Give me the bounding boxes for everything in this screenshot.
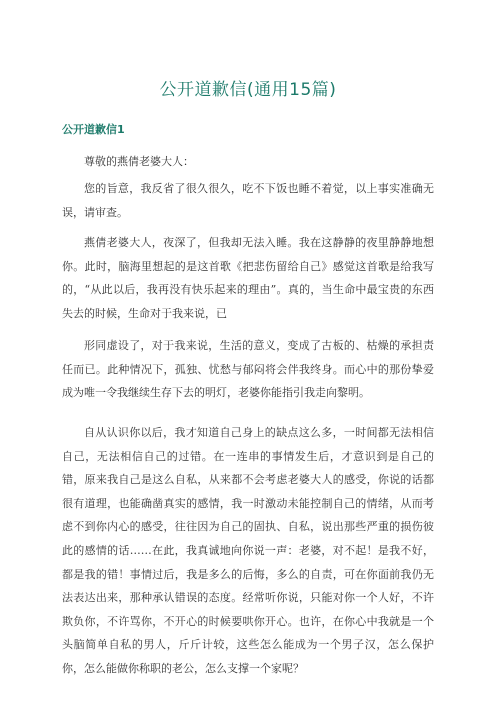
document-title: 公开道歉信(通用15篇)	[159, 80, 337, 100]
paragraph: 燕倩老婆大人，夜深了，但我却无法入睡。我在这静静的夜里静静地想你。此时，脑海里想起的是这首歌《把悲伤留给自己》感觉这首歌是给我写的，“从此以后，我再没有快乐起来的理由”。真的，当生命中最宝贵的东西失去的时候，生命对于我来说，已	[62, 236, 434, 320]
paragraph: 自从认识你以后，我才知道自己身上的缺点这么多，一时间都无法相信自己，无法相信自己的过错。在一连串的事情发生后，才意识到是自己的错，原来我自己是这么自私，从来都不会考虑老婆大人的感受，你说的话都很有道理，也能确凿真实的感情，我一时激动未能控制自己的情绪，从而考虑不到你内心的感受，往往因为自己的固执、自私，说出那些严重的损伤彼此的感情的话……在此，我真诚地向你说一声：老婆，对不起！是我不好，都是我的错！事情过后，我是多么的后悔，多么的自责，可在你面前我仍无法表达出来，那种承认错误的态度。经常听你说，只能对你一个人好，不许欺负你，不许骂你，不开心的时候要哄你开心。也许，在你心中我就是一个头脑简单自私的男人，斤斤计较，这些怎么能成为一个男子汉，怎么保护你，怎么能做你称职的老公，怎么支撑一个家呢？	[62, 426, 434, 675]
paragraph-salutation: 尊敬的燕倩老婆大人：	[84, 155, 194, 168]
paragraph: 您的旨意，我反省了很久很久，吃不下饭也睡不着觉，以上事实准确无误，请审查。	[62, 182, 434, 219]
section-heading: 公开道歉信1	[62, 123, 125, 136]
paragraph: 形同虚设了，对于我来说，生活的意义，变成了古板的、枯燥的承担责任而已。此种情况下，孤独、忧愁与郁闷将会伴我终身。而心中的那份挚爱成为唯一令我继续生存下去的明灯，老婆你能指引我走向黎明。	[62, 339, 434, 400]
